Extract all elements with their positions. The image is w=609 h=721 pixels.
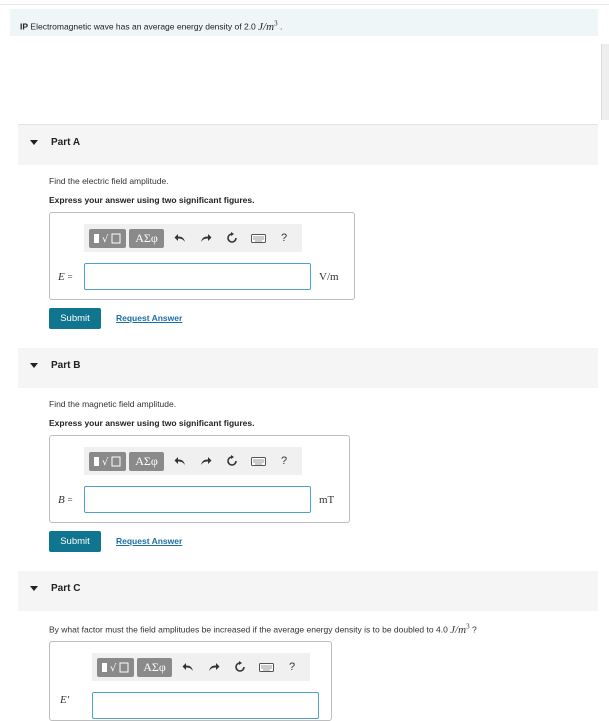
math-toolbar <box>84 447 302 475</box>
templates-icon <box>93 231 123 245</box>
templates-button[interactable] <box>89 452 126 471</box>
templates-button[interactable] <box>89 229 126 248</box>
part-c-question: By what factor must the field amplitudes be increased if the average energy density is to be doubled to 4.0 $J/m^3$ ? <box>49 622 477 636</box>
submit-button[interactable]: Submit <box>49 531 101 552</box>
part-b-instruction: Express your answer using two significant figures. <box>49 418 255 428</box>
math-toolbar <box>84 224 302 252</box>
templates-icon <box>93 454 123 468</box>
part-c-title: Part C <box>51 583 81 594</box>
part-c-header[interactable] <box>18 571 598 611</box>
top-border <box>0 4 609 5</box>
keyboard-icon[interactable] <box>245 452 271 471</box>
problem-text: Electromagnetic wave has an average energy density of 2.0 <box>30 21 256 32</box>
scrollbar[interactable] <box>601 44 609 120</box>
part-b-title: Part B <box>51 360 81 371</box>
templates-icon <box>101 660 131 674</box>
collapse-caret-icon[interactable] <box>30 363 38 368</box>
svg-text:√: √ <box>101 234 108 245</box>
redo-icon[interactable] <box>201 658 227 677</box>
variable-label: B = <box>58 494 73 506</box>
part-b-question: Find the magnetic field amplitude. <box>49 399 177 409</box>
part-a-answer-box <box>49 212 355 300</box>
undo-icon[interactable] <box>175 658 201 677</box>
reset-icon[interactable] <box>227 658 253 677</box>
symbols-button[interactable]: ΑΣφ <box>129 229 164 248</box>
keyboard-icon[interactable] <box>253 658 279 677</box>
templates-button[interactable] <box>97 658 134 677</box>
help-button[interactable]: ? <box>280 232 288 244</box>
collapse-caret-icon[interactable] <box>30 140 38 145</box>
part-b-header[interactable] <box>18 348 598 388</box>
request-answer-link[interactable]: Request Answer <box>116 313 183 323</box>
keyboard-icon[interactable] <box>245 229 271 248</box>
submit-button[interactable]: Submit <box>49 308 101 329</box>
part-a-instruction: Express your answer using two significant figures. <box>49 195 255 205</box>
answer-input[interactable] <box>84 486 311 513</box>
symbols-button[interactable]: ΑΣφ <box>129 452 164 471</box>
redo-icon[interactable] <box>193 452 219 471</box>
part-a-title: Part A <box>51 137 81 148</box>
problem-suffix: . <box>279 21 283 32</box>
unit-label: mT <box>319 494 335 506</box>
part-a-header[interactable] <box>18 125 598 165</box>
answer-input[interactable] <box>84 263 311 290</box>
help-button[interactable]: ? <box>280 455 288 467</box>
svg-text:√: √ <box>109 663 116 674</box>
symbols-button[interactable]: ΑΣφ <box>137 658 172 677</box>
reset-icon[interactable] <box>219 452 245 471</box>
collapse-caret-icon[interactable] <box>30 586 38 591</box>
unit-label: V/m <box>319 271 339 283</box>
part-b-answer-box <box>49 435 350 523</box>
problem-unit: $J/m^3$ <box>258 19 278 33</box>
part-a-question: Find the electric field amplitude. <box>49 176 169 186</box>
part-c-answer-box <box>49 641 332 721</box>
help-button[interactable]: ? <box>288 661 296 673</box>
variable-label: E = <box>58 271 73 283</box>
redo-icon[interactable] <box>193 229 219 248</box>
request-answer-link[interactable]: Request Answer <box>116 536 183 546</box>
reset-icon[interactable] <box>219 229 245 248</box>
undo-icon[interactable] <box>167 229 193 248</box>
variable-label: E′ <box>60 694 70 706</box>
undo-icon[interactable] <box>167 452 193 471</box>
answer-input[interactable] <box>92 692 319 719</box>
svg-text:√: √ <box>101 457 108 468</box>
math-toolbar <box>92 653 310 681</box>
problem-prefix: IP <box>20 21 29 32</box>
problem-intro <box>10 9 598 36</box>
